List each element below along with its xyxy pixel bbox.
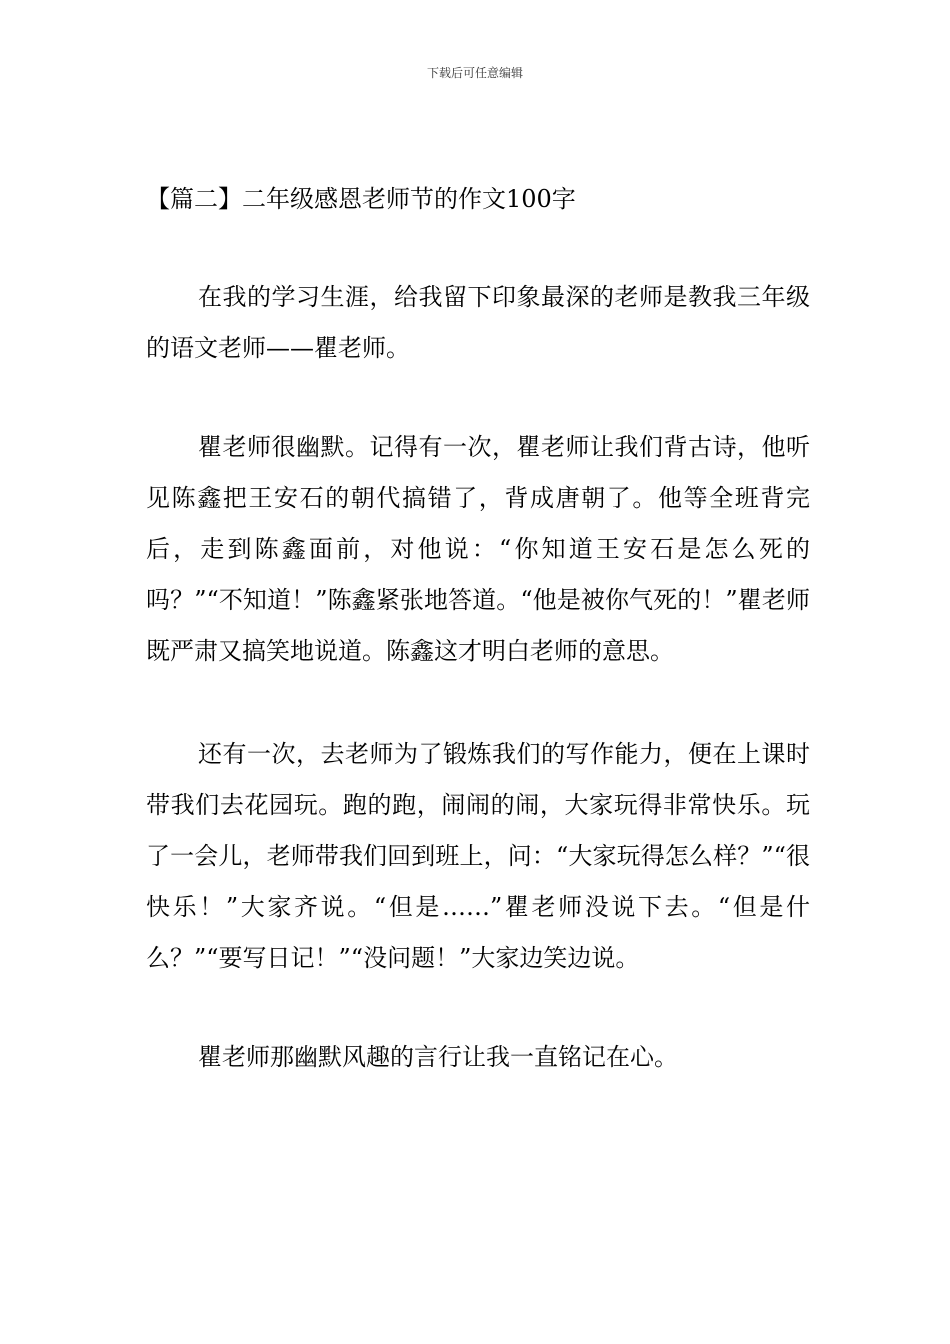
paragraph-4: 瞿老师那幽默风趣的言行让我一直铭记在心。 [198,1043,678,1071]
paragraph-3: 还有一次，去老师为了锻炼我们的写作能力，便在上课时带我们去花园玩。跑的跑，闹闹的闹，大家玩得非常快乐。玩了一会儿，老师带我们回到班上，问：“大家玩得怎么样？”“很快乐！”大家齐说。“但是……”瞿老师没说下去。“但是什么？”“要写日记！”“没问题！”大家边笑边说。 [146,740,810,972]
essay-title: 【篇二】二年级感恩老师节的作文100字 [146,185,576,213]
page-header-note: 下载后可任意编辑 [426,66,523,80]
paragraph-1: 在我的学习生涯，给我留下印象最深的老师是教我三年级的语文老师——瞿老师。 [146,283,810,362]
paragraph-2: 瞿老师很幽默。记得有一次，瞿老师让我们背古诗，他听见陈鑫把王安石的朝代搞错了，背成唐朝了。他等全班背完后，走到陈鑫面前，对他说：“你知道王安石是怎么死的吗？”“不知道！”陈鑫紧张地答道。“他是被你气死的！”瞿老师既严肃又搞笑地说道。陈鑫这才明白老师的意思。 [146,433,810,665]
document-body [146,178,810,1083]
